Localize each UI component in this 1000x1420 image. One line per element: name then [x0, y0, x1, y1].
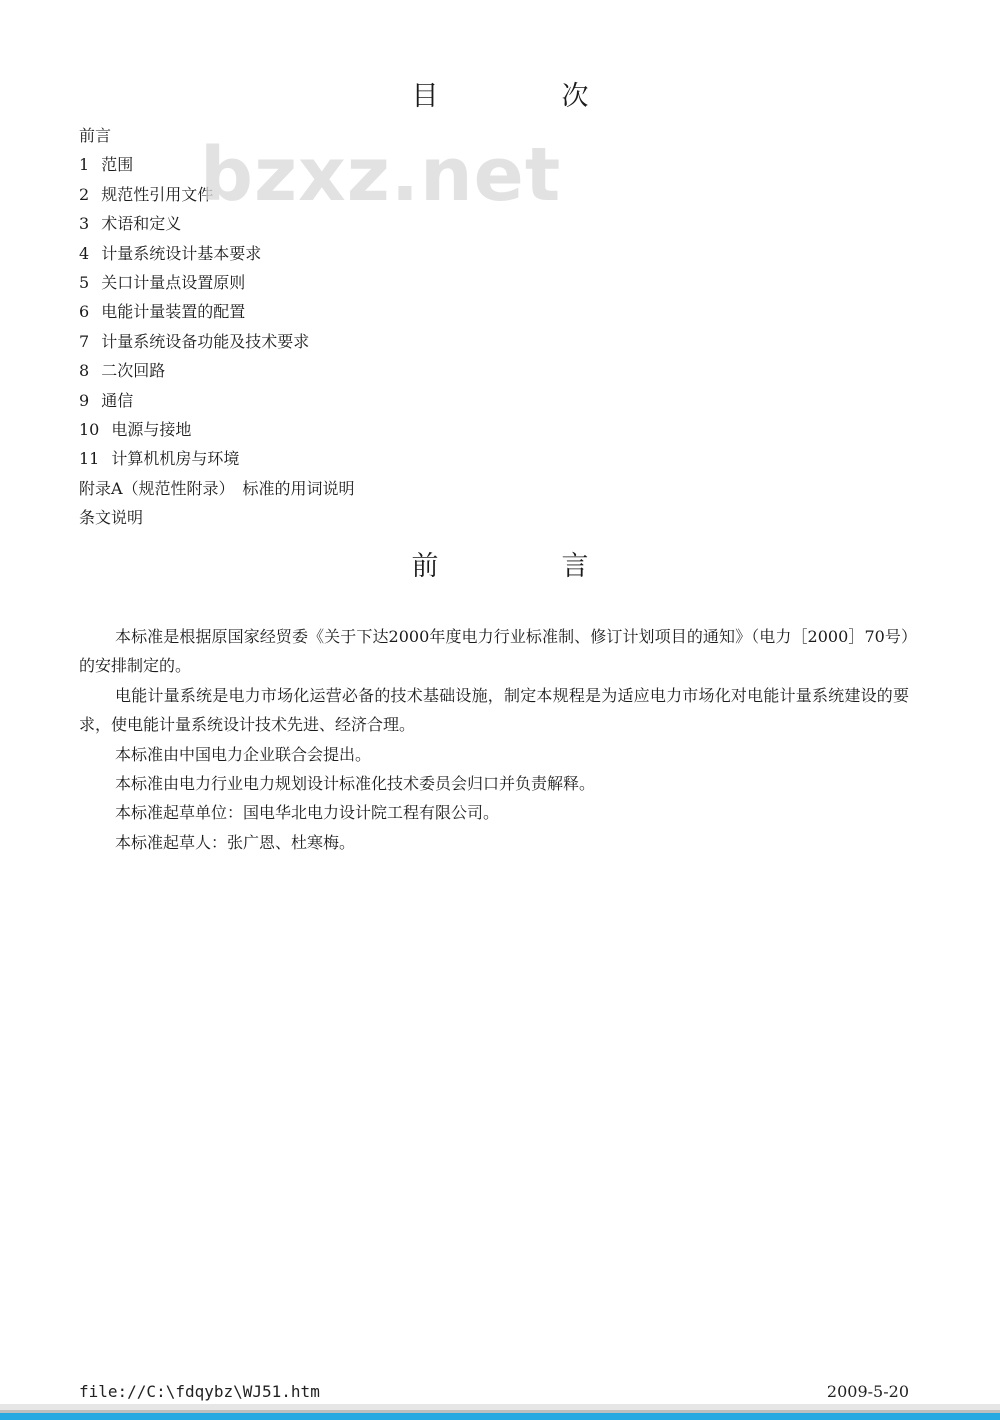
toc-item-preface[interactable]: [79, 121, 679, 150]
toc-item-number: 4: [79, 243, 90, 263]
preface-body: [79, 622, 909, 857]
toc-item-number: 5: [79, 272, 90, 292]
toc-item-label: 计量系统设备功能及技术要求: [101, 331, 310, 351]
toc-item-number: 2: [79, 184, 90, 204]
toc-item-number: 1: [79, 155, 90, 175]
toc-item-9[interactable]: [79, 386, 679, 415]
footer-file-path: file://C:\fdqybz\WJ51.htm: [79, 1382, 320, 1401]
preface-paragraph: 本标准起草人：张广恩、杜寒梅。: [115, 832, 356, 852]
toc-item-label: 计算机机房与环境: [111, 449, 240, 469]
toc-item-label: 附录A（规范性附录） 标准的用词说明: [79, 478, 355, 498]
toc-item-label: 前言: [79, 126, 112, 145]
toc-item-label: 电源与接地: [111, 419, 192, 439]
toc-item-4[interactable]: [79, 239, 679, 268]
toc-item-label: 术语和定义: [101, 214, 182, 234]
toc-item-number: 3: [79, 214, 90, 234]
preface-paragraph: 电能计量系统是电力市场化运营必备的技术基础设施，制定本规程是为适应电力市场化对电能计量系统建设的要求，使电能计量系统设计技术先进、经济合理。: [79, 685, 909, 735]
toc-item-2[interactable]: [79, 180, 679, 209]
preface-paragraph: 本标准起草单位：国电华北电力设计院工程有限公司。: [115, 803, 500, 823]
toc-item-number: 6: [79, 302, 90, 322]
preface-title: 前 言: [411, 551, 637, 582]
toc-item-appendix-a[interactable]: [79, 474, 679, 503]
toc-item-number: 10: [79, 419, 100, 439]
toc-list: [79, 121, 679, 532]
toc-item-label: 计量系统设计基本要求: [101, 243, 262, 263]
footer-bar: [0, 1404, 1000, 1420]
toc-title: 目 次: [411, 81, 637, 112]
toc-item-clause-notes[interactable]: [79, 503, 679, 532]
toc-item-label: 范围: [101, 155, 134, 175]
toc-item-label: 电能计量装置的配置: [101, 302, 246, 322]
toc-item-1[interactable]: [79, 150, 679, 179]
toc-item-number: 9: [79, 390, 90, 410]
toc-item-5[interactable]: [79, 268, 679, 297]
preface-paragraph: 本标准由中国电力企业联合会提出。: [115, 744, 372, 764]
toc-item-label: 规范性引用文件: [101, 184, 214, 204]
footer-date: 2009-5-20: [826, 1382, 909, 1401]
toc-item-number: 8: [79, 361, 90, 381]
toc-item-label: 通信: [101, 390, 134, 410]
toc-item-label: 二次回路: [101, 361, 166, 381]
preface-paragraph: 本标准由电力行业电力规划设计标准化技术委员会归口并负责解释。: [115, 774, 596, 794]
toc-item-10[interactable]: [79, 415, 679, 444]
toc-item-number: 11: [79, 449, 100, 469]
watermark: bzxz.net: [200, 132, 562, 218]
toc-item-7[interactable]: [79, 327, 679, 356]
toc-item-11[interactable]: [79, 444, 679, 473]
toc-item-label: 条文说明: [79, 508, 144, 528]
toc-item-label: 关口计量点设置原则: [101, 272, 246, 292]
toc-item-3[interactable]: [79, 209, 679, 238]
toc-item-6[interactable]: [79, 297, 679, 326]
toc-item-number: 7: [79, 331, 90, 351]
toc-item-8[interactable]: [79, 356, 679, 385]
preface-paragraph: 本标准是根据原国家经贸委《关于下达2000年度电力行业标准制、修订计划项目的通知》（电力［2000］70号）的安排制定的。: [79, 627, 909, 676]
